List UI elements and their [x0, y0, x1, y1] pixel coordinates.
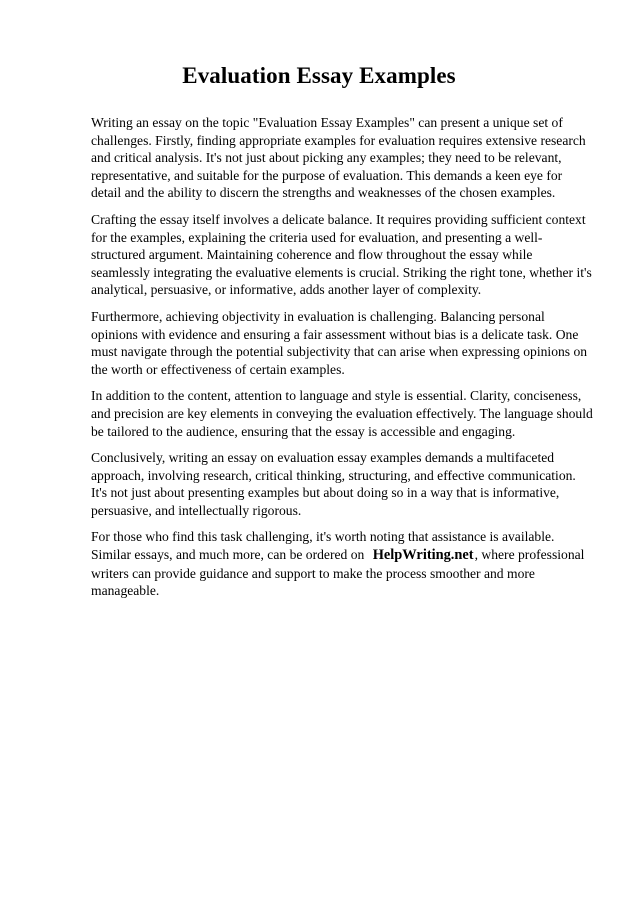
paragraph-closing — [91, 528, 594, 599]
closing-text-after: , where professional writers can provide guidance and support to make the process smoother and more manageable. — [91, 547, 585, 599]
paragraph-intro: Writing an essay on the topic "Evaluation Essay Examples" can present a unique set of challenges. Firstly, finding appropriate examples for evaluation requires extensive research and critical analysis. It's not just about picking any examples; they need to be relevant, representative, and suitable for the purpose of evaluation. This demands a keen eye for detail and the ability to discern the strengths and weaknesses of the chosen examples. — [91, 115, 586, 201]
closing-text-before: For those who find this task challenging, it's worth noting that assistance is available. Similar essays, and much more, can be ordered on — [91, 529, 555, 563]
paragraph-language: In addition to the content, attention to language and style is essential. Clarity, conciseness, and precision are key elements in conveying the evaluation effectively. The language should be tailored to the audience, ensuring that the essay is accessible and engaging. — [91, 388, 593, 439]
paragraph-conclusion: Conclusively, writing an essay on evaluation essay examples demands a multifaceted approach, involving research, critical thinking, structuring, and effective communication. It's not just about presenting examples but about doing so in a way that is informative, persuasive, and intellectually rigorous. — [91, 450, 576, 518]
helpwriting-link[interactable]: HelpWriting.net — [372, 547, 474, 564]
page-title: Evaluation Essay Examples — [182, 63, 456, 88]
paragraph-objectivity: Furthermore, achieving objectivity in evaluation is challenging. Balancing personal opinions with evidence and ensuring a fair assessment without bias is a delicate task. One must navigate through the potential subjectivity that can arise when expressing opinions on the worth or effectiveness of certain examples. — [91, 308, 588, 377]
paragraph-crafting: Crafting the essay itself involves a delicate balance. It requires providing sufficient context for the examples, explaining the criteria used for evaluation, and presenting a well-structured argument. Maintaining coherence and flow throughout the essay while seamlessly integrating the evaluative elements is crucial. Striking the right tone, whether it's analytical, persuasive, or informative, adds another layer of complexity. — [91, 211, 592, 298]
